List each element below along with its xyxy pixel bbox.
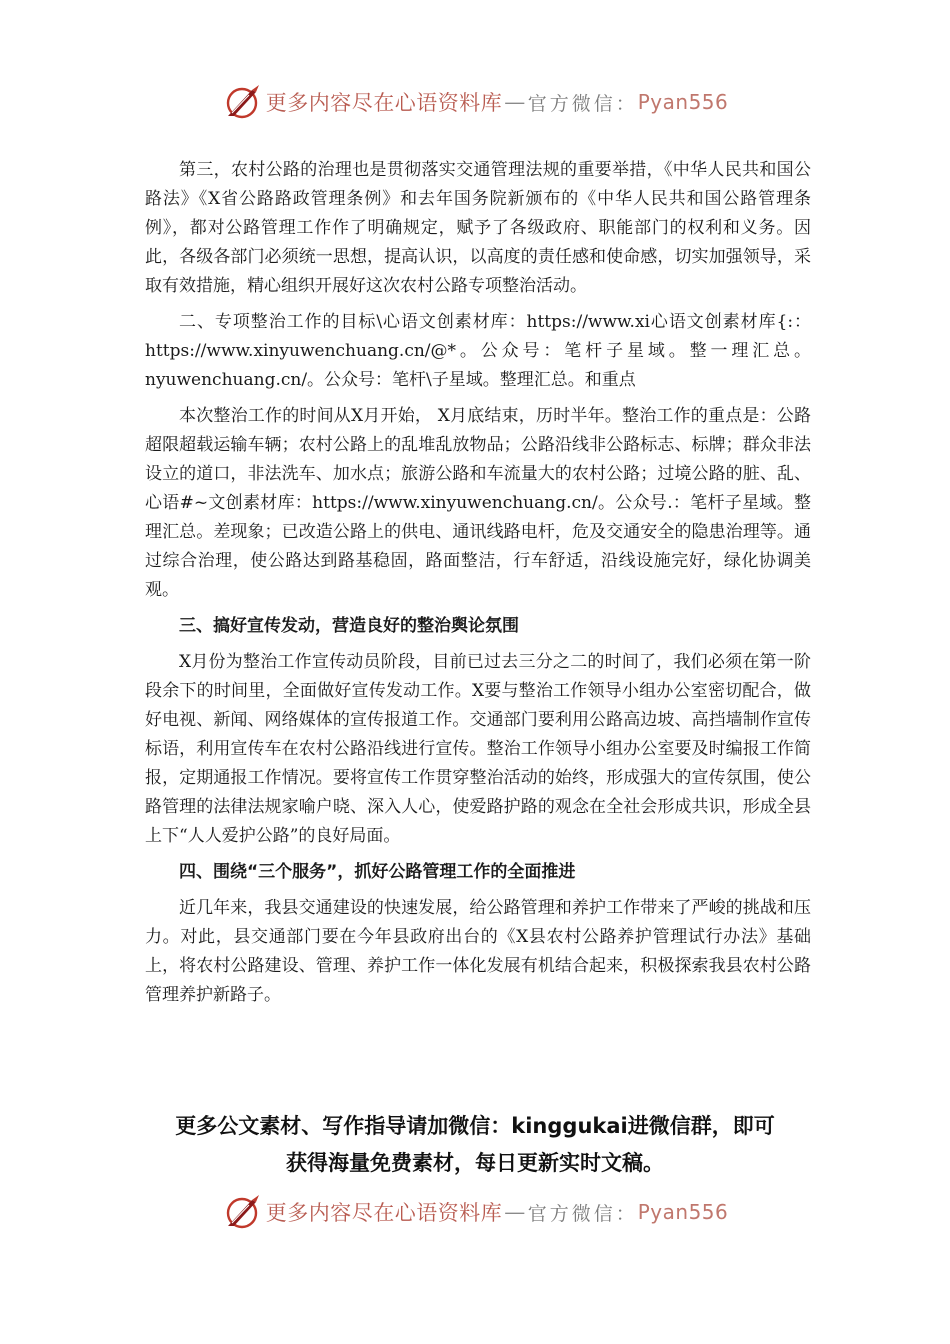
paragraph-publicity: X月份为整治工作宣传动员阶段，目前已过去三分之二的时间了，我们必须在第一阶段余下的时间里，全面做好宣传发动工作。X要与整治工作领导小组办公室密切配合，做好电视、新闻、网络媒体的宣传报道工作。交通部门要利用公路高边坡、高挡墙制作宣传标语，利用宣传车在农村公路沿线进行宣传。整治工作领导小组办公室要及时编报工作简报，定期通报工作情况。要将宣传工作贯穿整治活动的始终，形成强大的宣传氛围，使公路管理的法律法规家喻户晓、深入人心，使爱路护路的观念在全社会形成共识，形成全县上下“人人爱护公路”的良好局面。 — [145, 652, 811, 846]
banner-dash: — — [504, 1200, 526, 1224]
paragraph-promotion: 近几年来，我县交通建设的快速发展，给公路管理和养护工作带来了严峻的挑战和压力。对此，县交通部门要在今年县政府出台的《X县农村公路养护管理试行办法》基础上，将农村公路建设、管理、养护工作一体化发展有机结合起来，积极探索我县农村公路管理养护新路子。 — [145, 898, 811, 1005]
header-watermark-banner — [0, 80, 950, 124]
paragraph-goals: 二、专项整治工作的目标\心语文创素材库：https://www.xi心语文创素材库{:：https://www.xinyuwenchuang.cn/@*。公众号：笔杆子星域。整一理汇总。nyuwenchuang.cn/。公众号：笔杆\子星域。整理汇总。和重点 — [145, 312, 811, 390]
document-body — [145, 156, 811, 1017]
section-heading-three: 三、搞好宣传发动，营造良好的整治舆论氛围 — [179, 616, 519, 636]
footer-watermark-banner — [0, 1190, 950, 1234]
section-heading-four: 四、围绕“三个服务”，抓好公路管理工作的全面推进 — [179, 862, 576, 882]
promo-line-1: 更多公文素材、写作指导请加微信：kinggukai进微信群，即可 — [175, 1114, 775, 1138]
banner-official-label: 官方微信： — [527, 1202, 638, 1225]
paragraph-schedule: 本次整治工作的时间从X月开始， X月底结束，历时半年。整治工作的重点是：公路超限超载运输车辆；农村公路上的乱堆乱放物品；公路沿线非公路标志、标牌；群众非法设立的道口，非法洗车、加水点；旅游公路和车流量大的农村公路；过境公路的脏、乱、心语#~文创素材库：https://www.xinyuwenchuang.cn/。公众号.：笔杆子星域。整理汇总。差现象；已改造公路上的供电、通讯线路电杆，危及交通安全的隐患治理等。通过综合治理，使公路达到路基稳固，路面整洁，行车舒适，沿线设施完好，绿化协调美观。 — [145, 406, 811, 600]
banner-wechat-id: Pyan556 — [637, 90, 729, 114]
banner-wechat-id: Pyan556 — [637, 1200, 729, 1224]
promo-line-2: 获得海量免费素材，每日更新实时文稿。 — [286, 1151, 664, 1175]
promo-notice — [0, 1108, 950, 1182]
banner-official-label: 官方微信： — [527, 92, 638, 115]
banner-title: 更多内容尽在心语资料库 — [265, 91, 503, 115]
banner-dash: — — [504, 90, 526, 114]
banner-title: 更多内容尽在心语资料库 — [265, 1201, 503, 1225]
paragraph-third-point: 第三，农村公路的治理也是贯彻落实交通管理法规的重要举措，《中华人民共和国公路法》《X省公路路政管理条例》和去年国务院新颁布的《中华人民共和国公路管理条例》，都对公路管理工作作了明确规定，赋予了各级政府、职能部门的权利和义务。因此，各级各部门必须统一思想，提高认识，以高度的责任感和使命感，切实加强领导，采取有效措施，精心组织开展好这次农村公路专项整治活动。 — [145, 160, 811, 296]
quill-pen-logo-icon — [222, 82, 262, 122]
quill-pen-logo-icon — [222, 1192, 262, 1232]
